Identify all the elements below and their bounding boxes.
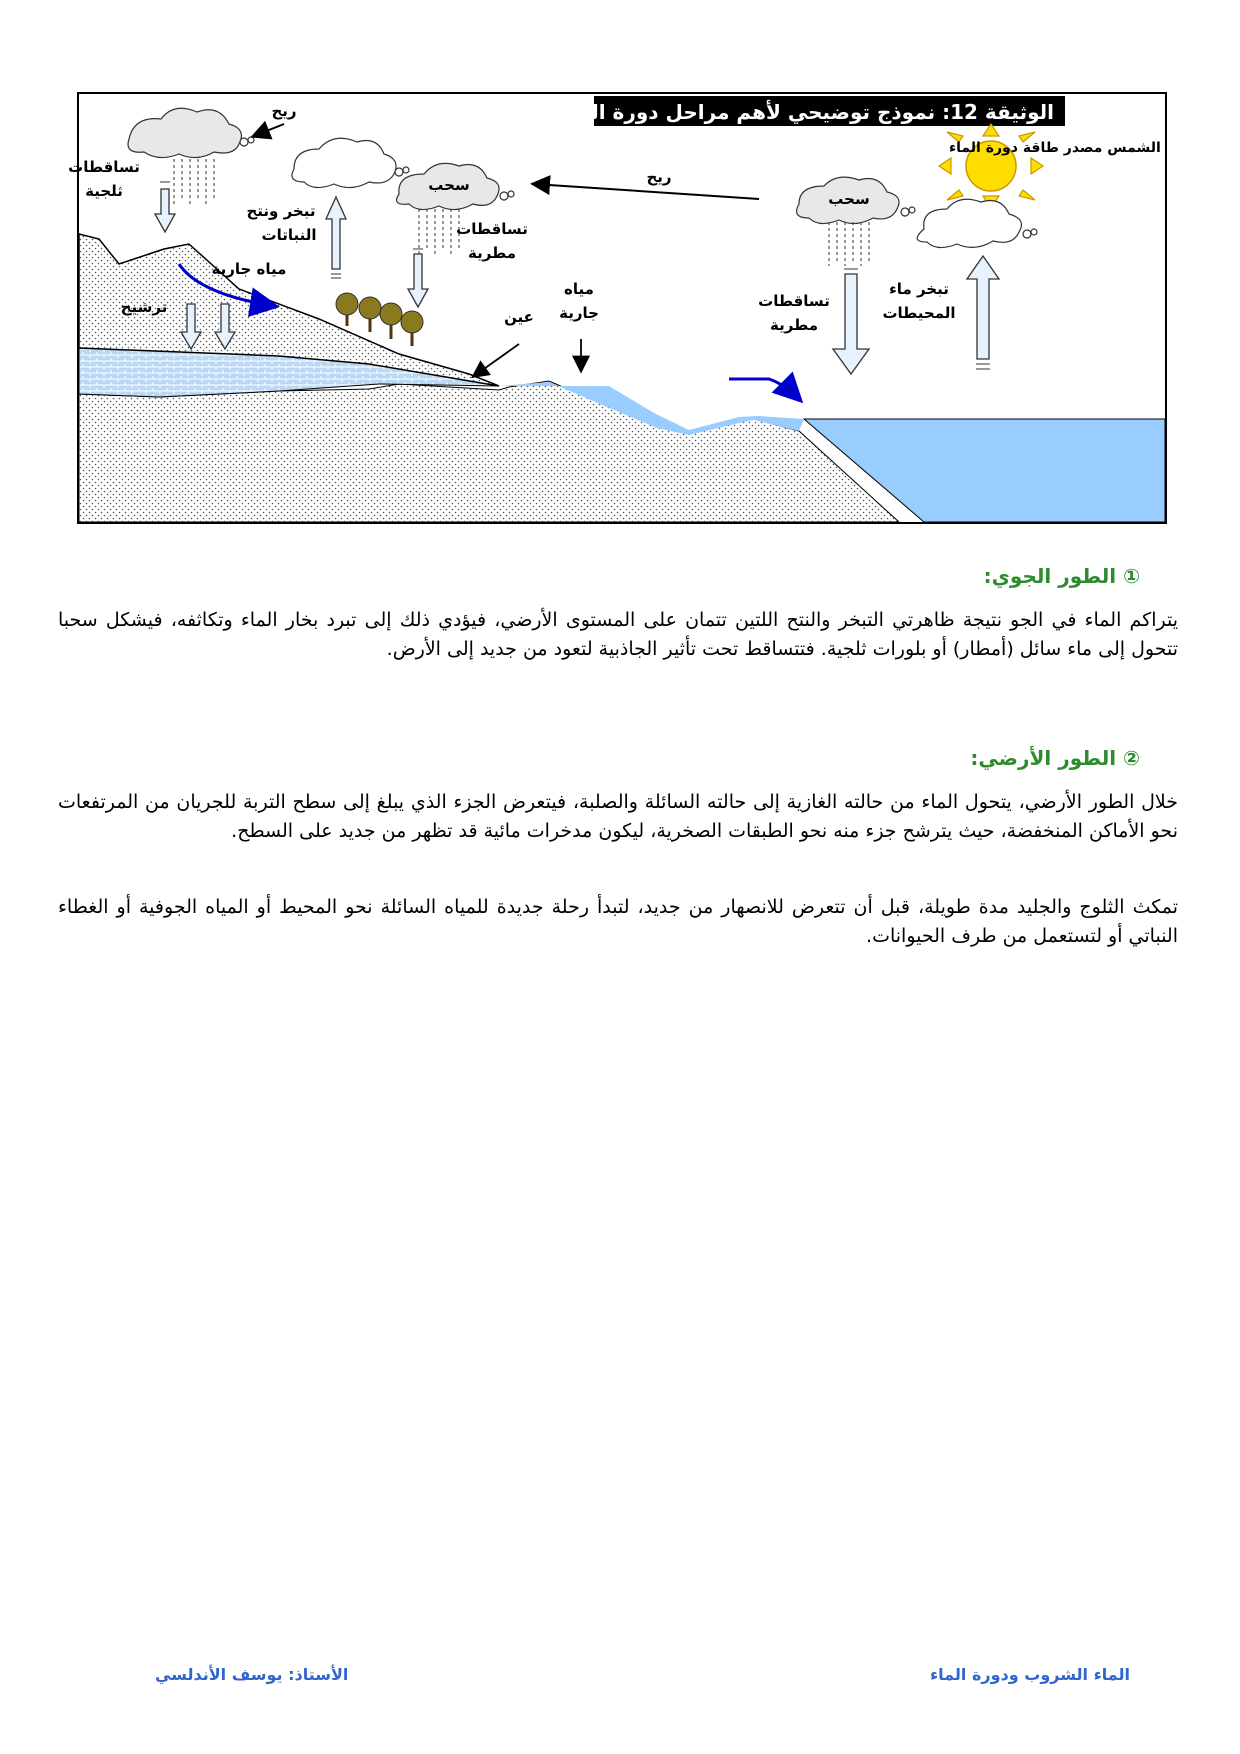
rain-right-arrow [833,274,869,374]
spring-pointer [474,344,519,376]
cloud-icon [917,199,1037,247]
cloud-icon [292,138,409,187]
plant-evap-label-line2: النباتات [261,226,317,244]
cloud-icon [128,108,254,157]
ocean-evap-arrow [967,256,999,359]
rain-mid-arrow [408,254,428,307]
cloud-label-right: سحب [828,190,870,208]
bedrock [79,381,899,522]
rain-right-label-line2: مطرية [770,316,818,334]
plant-evap-label-line1: تبخر ونتح [246,202,316,220]
section1-title: ① الطور الجوي: [983,564,1140,588]
rain-mid-label-line2: مطرية [468,244,516,262]
snow-label-line1: تساقطات [68,158,140,176]
snowfall-arrow [155,189,175,232]
rain-mid-label-line1: تساقطات [456,220,528,238]
section1-paragraph: يتراكم الماء في الجو نتيجة ظاهرتي التبخر والنتح اللتين تتمان على المستوى الأرضي، فيؤدي ذلك إلى تبرد بخار الماء وتكاثفه، فيشكل سحبا تتحول إلى ماء سائل (أمطار) أو بلورات ثلجية. فتتساقط تحت تأثير الجاذبية لتعود من جديد إلى الأرض. [58,609,1178,660]
ocean-evap-label-line2: المحيطات [882,304,956,322]
section2-title: ② الطور الأرضي: [970,746,1140,770]
wind-label-left: ريح [271,102,297,120]
rain-right-label-line1: تساقطات [758,292,830,310]
plant-evap-arrow [326,197,346,269]
running-water-label-line1: مياه [564,280,594,298]
sun-label: الشمس مصدر طاقة دورة الماء [949,140,1161,156]
wind-arrow-middle [534,184,759,199]
section2-paragraph1: خلال الطور الأرضي، يتحول الماء من حالته الغازية إلى حالته السائلة والصلبة، فيتعرض الجزء الذي يبلغ إلى سطح التربة للجريان من المرتفعات نحو الأماكن المنخفضة، حيث يترشح جزء منه نحو الطبقات الصخرية، ليكون مدخرات مائية قد تظهر من جديد على السطح. [58,791,1178,842]
river-mouth-arrow [729,379,799,399]
footer-teacher: الأستاذ: يوسف الأندلسي [155,1665,349,1684]
sun-icon [939,124,1043,208]
runoff-label: مياه جارية [211,260,287,278]
infiltration-label: ترشيح [120,298,168,316]
figure-title: الوثيقة 12: نموذج توضيحي لأهم مراحل دورة الماء. [552,100,1054,124]
section2-paragraph2: تمكث الثلوج والجليد مدة طويلة، قبل أن تتعرض للانصهار من جديد، لتبدأ رحلة جديدة للمياه السائلة نحو المحيط أو المياه الجوفية أو الغطاء النباتي أو لتستعمل من طرف الحيوانات. [58,896,1178,947]
wind-arrow-left [254,124,284,136]
snow-label-line2: ثلجية [85,182,123,200]
ocean-evap-label-line1: تبخر ماء [889,280,949,298]
spring-label: عين [504,308,534,326]
footer-course-title: الماء الشروب ودورة الماء [929,1665,1130,1684]
cloud-label-middle: سحب [428,176,470,194]
running-water-label-line2: جارية [559,304,599,322]
wind-label-middle: ريح [646,168,672,186]
water-cycle-diagram [68,92,1167,524]
